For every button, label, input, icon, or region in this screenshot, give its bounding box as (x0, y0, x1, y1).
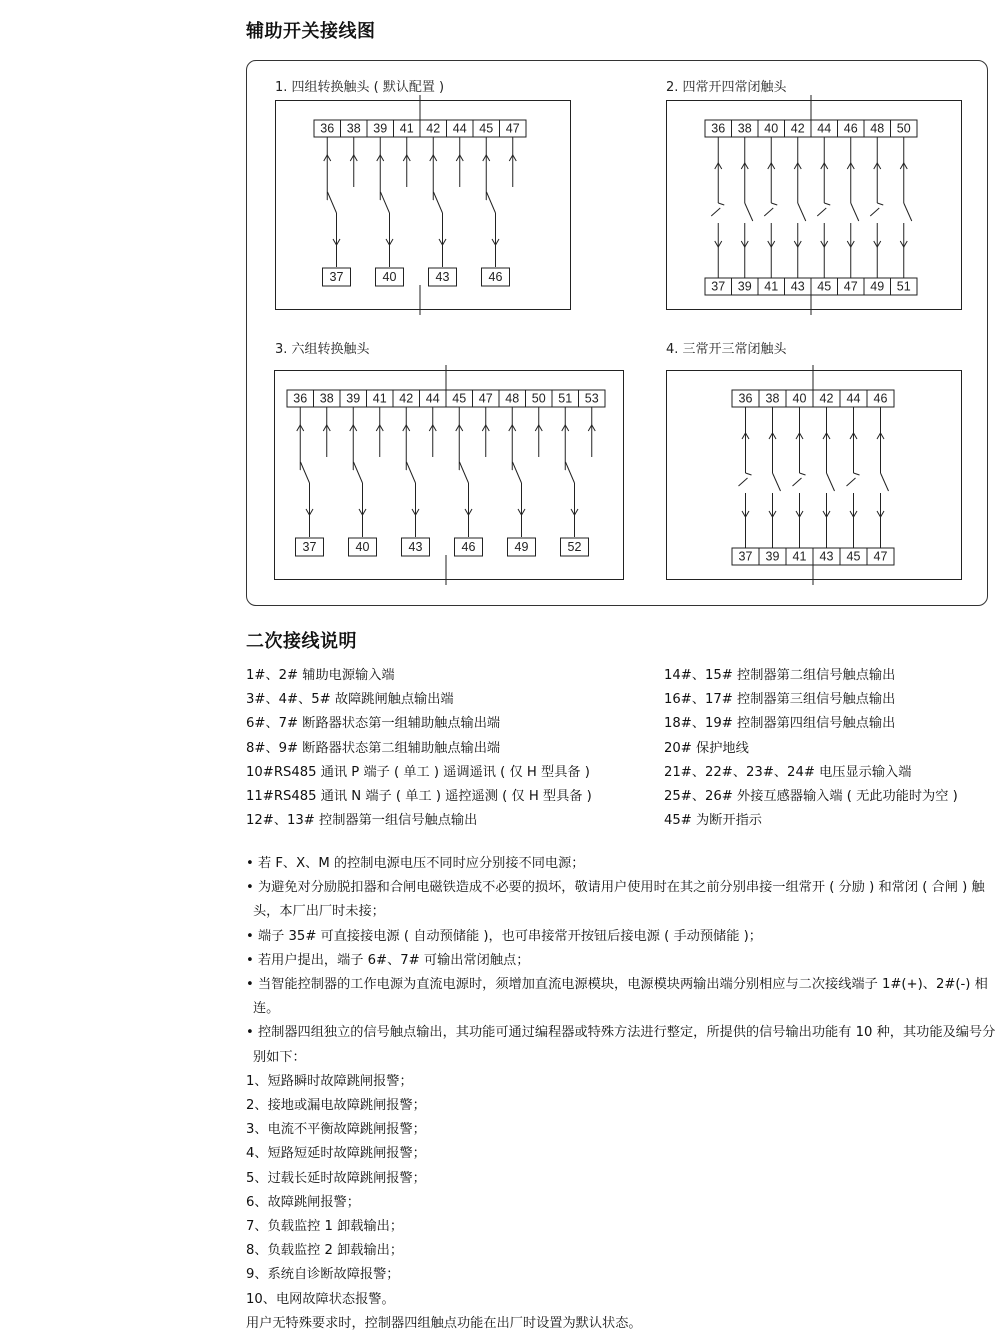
terminal-number: 45 (479, 121, 494, 136)
terminal-item: 21#、22#、23#、24# 电压显示输入端 (664, 764, 912, 780)
terminal-number: 42 (790, 121, 805, 136)
terminal-number: 41 (792, 549, 807, 564)
terminal-number: 41 (764, 279, 779, 294)
diagram-1-changeover-contacts (275, 95, 571, 315)
terminal-number: 49 (514, 539, 529, 554)
terminal-number: 47 (873, 549, 888, 564)
switch-blade (301, 462, 310, 483)
terminal-item: 12#、13# 控制器第一组信号触点输出 (246, 813, 478, 829)
terminal-number: 43 (790, 279, 805, 294)
terminal-number: 37 (711, 279, 726, 294)
terminal-number: 52 (567, 539, 582, 554)
terminal-number: 39 (346, 391, 361, 406)
switch-blade (381, 192, 390, 213)
terminal-number: 44 (452, 121, 467, 136)
secondary-wiring-heading: 二次接线说明 (246, 631, 357, 652)
function-item: 9、系统自诊断故障报警； (246, 1267, 400, 1283)
terminal-number: 42 (819, 391, 834, 406)
terminal-number: 47 (843, 279, 858, 294)
function-item: 5、过载长延时故障跳闸报警； (246, 1170, 426, 1186)
switch-blade (870, 208, 879, 216)
diagram-2-no-nc-contacts (666, 95, 962, 315)
diagram-3-title: 3. 六组转换触头 (275, 342, 370, 357)
terminal-number: 53 (584, 391, 599, 406)
function-item: 8、负载监控 2 卸载输出； (246, 1243, 404, 1259)
switch-blade (434, 192, 443, 213)
terminal-number: 46 (488, 269, 503, 284)
terminal-number: 41 (399, 121, 414, 136)
switch-blade (487, 192, 496, 213)
switch-blade (881, 473, 889, 491)
terminal-number: 43 (435, 269, 450, 284)
switch-blade (711, 208, 720, 216)
terminal-number: 46 (461, 539, 476, 554)
terminal-number: 38 (319, 391, 334, 406)
switch-blade (566, 462, 575, 483)
function-item: 2、接地或漏电故障跳闸报警； (246, 1098, 426, 1114)
terminal-number: 42 (399, 391, 414, 406)
terminal-item: 8#、9# 断路器状态第二组辅助触点输出端 (246, 740, 501, 756)
terminal-number: 51 (896, 279, 911, 294)
terminal-number: 43 (819, 549, 834, 564)
diagram-4-title: 4. 三常开三常闭触头 (666, 342, 787, 357)
terminal-number: 47 (478, 391, 493, 406)
function-item: 4、短路短延时故障跳闸报警； (246, 1146, 426, 1162)
function-item: 6、故障跳闸报警； (246, 1194, 360, 1210)
function-item: 10、电网故障状态报警。 (246, 1291, 395, 1307)
switch-blade (851, 203, 859, 221)
terminal-number: 46 (873, 391, 888, 406)
terminal-number: 44 (425, 391, 440, 406)
aux-switch-heading: 辅助开关接线图 (246, 21, 376, 42)
switch-blade (764, 208, 773, 216)
switch-blade (800, 473, 806, 475)
terminal-number: 36 (320, 121, 335, 136)
function-item: 1、短路瞬时故障跳闸报警； (246, 1073, 413, 1089)
terminal-item: 3#、4#、5# 故障跳闸触点输出端 (246, 692, 454, 708)
switch-blade (847, 478, 856, 486)
terminal-number: 50 (896, 121, 911, 136)
switch-blade (513, 462, 522, 483)
terminal-number: 48 (870, 121, 885, 136)
switch-blade (718, 203, 724, 205)
switch-blade (407, 462, 416, 483)
function-item: 3、电流不平衡故障跳闸报警； (246, 1122, 426, 1138)
diagram-2-title: 2. 四常开四常闭触头 (666, 80, 787, 95)
note-item: • 端子 35# 可直接接电源 ( 自动预储能 )，也可串接常开按钮后接电源 ( 手动预储能 )； (246, 928, 762, 944)
terminal-item: 45# 为断开指示 (664, 813, 762, 829)
terminal-item: 20# 保护地线 (664, 740, 749, 756)
terminal-list-right (664, 664, 958, 833)
switch-blade (354, 462, 363, 483)
terminal-number: 38 (346, 121, 361, 136)
wiring-notes (246, 852, 996, 1336)
terminal-number: 40 (355, 539, 370, 554)
terminal-item: 25#、26# 外接互感器输入端 ( 无此功能时为空 ) (664, 789, 958, 805)
closing-note: 用户无特殊要求时，控制器四组触点功能在出厂时设置为默认状态。 (246, 1315, 642, 1331)
terminal-number: 40 (764, 121, 779, 136)
terminal-number: 46 (843, 121, 858, 136)
terminal-item: 18#、19# 控制器第四组信号触点输出 (664, 716, 896, 732)
switch-blade (773, 473, 781, 491)
diagram-4-no-nc-contacts (666, 365, 962, 585)
terminal-number: 44 (846, 391, 861, 406)
switch-blade (745, 203, 753, 221)
terminal-item: 10#RS485 通讯 P 端子 ( 单工 ) 遥调遥讯 ( 仅 H 型具备 ) (246, 764, 590, 780)
terminal-number: 51 (558, 391, 573, 406)
function-item: 7、负载监控 1 卸载输出； (246, 1219, 404, 1235)
switch-blade (328, 192, 337, 213)
terminal-number: 44 (817, 121, 832, 136)
terminal-number: 41 (372, 391, 387, 406)
terminal-number: 36 (293, 391, 308, 406)
terminal-number: 45 (846, 549, 861, 564)
diagram-3-changeover-contacts (274, 365, 624, 585)
terminal-item: 14#、15# 控制器第二组信号触点输出 (664, 668, 896, 683)
terminal-number: 38 (737, 121, 752, 136)
terminal-number: 39 (765, 549, 780, 564)
terminal-item: 1#、2# 辅助电源输入端 (246, 668, 395, 683)
note-item: • 若用户提出，端子 6#、7# 可输出常闭触点； (246, 952, 530, 968)
terminal-number: 40 (382, 269, 397, 284)
switch-blade (877, 203, 883, 205)
switch-blade (817, 208, 826, 216)
terminal-number: 45 (817, 279, 832, 294)
switch-blade (739, 478, 748, 486)
terminal-item: 16#、17# 控制器第三组信号触点输出 (664, 692, 896, 708)
terminal-number: 37 (329, 269, 344, 284)
terminal-list-left (246, 664, 592, 833)
terminal-number: 48 (505, 391, 520, 406)
terminal-number: 36 (711, 121, 726, 136)
terminal-number: 45 (452, 391, 467, 406)
terminal-number: 47 (505, 121, 520, 136)
terminal-number: 39 (737, 279, 752, 294)
terminal-number: 50 (531, 391, 546, 406)
note-item: • 控制器四组独立的信号触点输出，其功能可通过编程器或特殊方法进行整定，所提供的信号输出功能有 10 种，其功能及编号分别如下： (246, 1025, 996, 1065)
terminal-number: 37 (738, 549, 753, 564)
note-item: • 若 F、X、M 的控制电源电压不同时应分别接不同电源； (246, 856, 585, 871)
switch-blade (460, 462, 469, 483)
switch-blade (827, 473, 835, 491)
terminal-number: 43 (408, 539, 423, 554)
switch-blade (904, 203, 912, 221)
note-item: • 当智能控制器的工作电源为直流电源时，须增加直流电源模块，电源模块两输出端分别相应与二次接线端子 1#(+)、2#(-) 相连。 (246, 977, 988, 1017)
terminal-item: 11#RS485 通讯 N 端子 ( 单工 ) 遥控遥测 ( 仅 H 型具备 ) (246, 789, 592, 805)
terminal-item: 6#、7# 断路器状态第一组辅助触点输出端 (246, 716, 501, 732)
switch-blade (746, 473, 752, 475)
terminal-number: 42 (426, 121, 441, 136)
terminal-number: 38 (765, 391, 780, 406)
diagram-1-title: 1. 四组转换触头 ( 默认配置 ) (275, 80, 445, 95)
switch-blade (793, 478, 802, 486)
terminal-number: 36 (738, 391, 753, 406)
terminal-number: 40 (792, 391, 807, 406)
terminal-number: 37 (302, 539, 317, 554)
terminal-number: 39 (373, 121, 388, 136)
switch-blade (798, 203, 806, 221)
note-item: • 为避免对分励脱扣器和合闸电磁铁造成不必要的损坏，敬请用户使用时在其之前分别串接一组常开 ( 分励 ) 和常闭 ( 合闸 ) 触头，本厂出厂时未接； (246, 880, 985, 920)
switch-blade (771, 203, 777, 205)
switch-blade (854, 473, 860, 475)
switch-blade (824, 203, 830, 205)
terminal-number: 49 (870, 279, 885, 294)
